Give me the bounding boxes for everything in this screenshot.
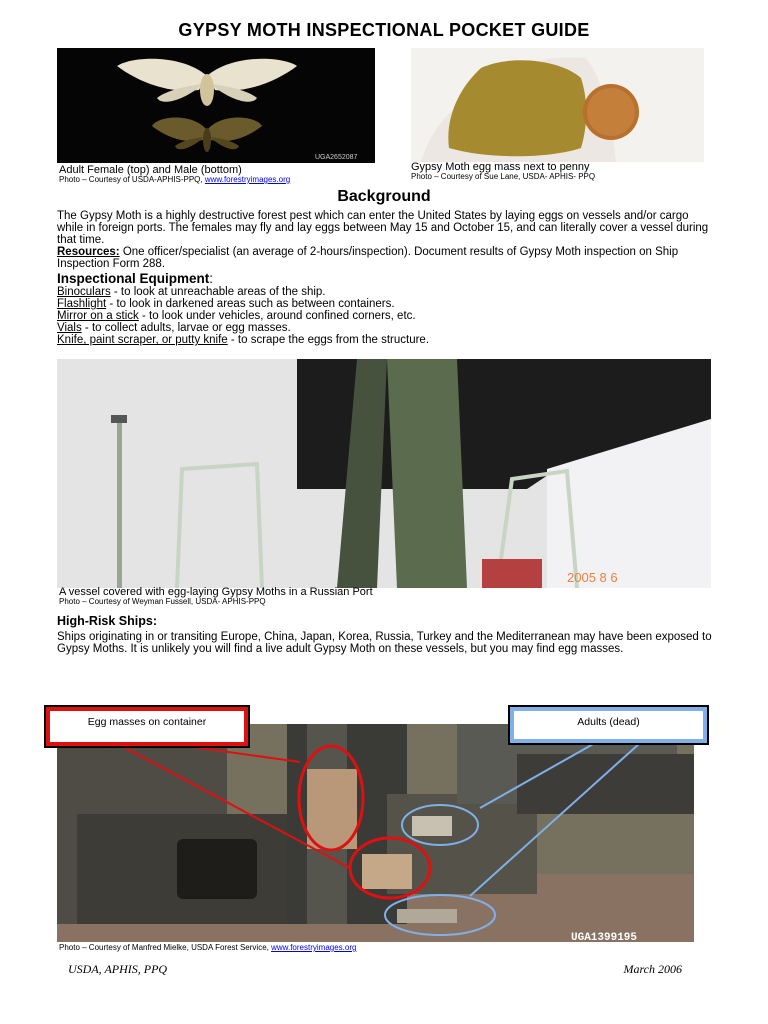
equipment-heading-colon: : (209, 271, 214, 286)
equipment-tool: Flashlight (57, 298, 107, 310)
page-title: GYPSY MOTH INSPECTIONAL POCKET GUIDE (178, 20, 590, 40)
equipment-desc: - to scrape the eggs from the structure. (227, 334, 430, 346)
background-heading: Background (337, 188, 431, 205)
equipment-heading-text: Inspectional Equipment (57, 271, 210, 286)
background-text: The Gypsy Moth is a highly destructive forest pest which can enter the United States by laying eggs on vessels and/or cargo while in foreign ports. The females may fly and lay eggs between May 15 and October 15, and can literally cover a vessel during that time. (57, 210, 709, 246)
equipment-tool: Knife, paint scraper, or putty knife (57, 334, 228, 346)
footer-left: USDA, APHIS, PPQ (68, 962, 168, 976)
vessel-credit: Photo – Courtesy of Weyman Fussell, USDA- APHIS-PPQ (59, 597, 266, 606)
high-risk-heading: High-Risk Ships: (57, 614, 158, 628)
adult-annotation-arrows (385, 743, 640, 935)
egg-masses-callout: Egg masses on container (46, 707, 248, 746)
egg-annotation-arrows (120, 741, 430, 898)
container-credit-link[interactable]: www.forestryimages.org (271, 943, 357, 952)
high-risk-text: Ships originating in or transiting Europe, China, Japan, Korea, Russia, Turkey and the Mediterranean may have been exposed to Gypsy Moths. It is unlikely you will find a live adult Gypsy Moth on these vessels, but you may find egg masses. (57, 631, 712, 655)
egg-mass-credit: Photo – Courtesy of Sue Lane, USDA- APHIS- PPQ (411, 172, 596, 181)
adults-callout: Adults (dead) (510, 707, 707, 743)
moth-credit-text: Photo – Courtesy of USDA-APHIS-PPQ, (59, 175, 205, 184)
equipment-desc: - to look at unreachable areas of the ship. (110, 286, 326, 298)
equipment-desc: - to collect adults, larvae or egg masses. (81, 322, 291, 334)
equipment-desc: - to look under vehicles, around confined corners, etc. (138, 310, 416, 322)
container-watermark: UGA1399195 (571, 932, 638, 942)
vessel-caption: A vessel covered with egg-laying Gypsy Moths in a Russian Port (59, 586, 373, 598)
container-credit (59, 943, 356, 952)
equipment-desc: - to look in darkened areas such as between containers. (106, 298, 395, 310)
equipment-tool: Mirror on a stick (57, 310, 139, 322)
moth-photo-watermark: UGA2652087 (315, 154, 358, 161)
moth-photo-caption: Adult Female (top) and Male (bottom) (59, 164, 242, 176)
moth-credit-link[interactable]: www.forestryimages.org (204, 175, 291, 184)
equipment-tool: Binoculars (57, 286, 111, 298)
resources-label: Resources: (57, 246, 120, 258)
resources-text: One officer/specialist (an average of 2-hours/inspection). Document results of Gypsy Moth inspection on Ship Inspection Form 288. (57, 246, 679, 270)
equipment-tool: Vials (57, 322, 82, 334)
vessel-datestamp: 2005 8 6 (567, 570, 618, 585)
egg-mass-caption: Gypsy Moth egg mass next to penny (411, 161, 590, 173)
footer-right: March 2006 (623, 962, 682, 976)
container-credit-text: Photo – Courtesy of Manfred Mielke, USDA Forest Service, (59, 943, 272, 952)
